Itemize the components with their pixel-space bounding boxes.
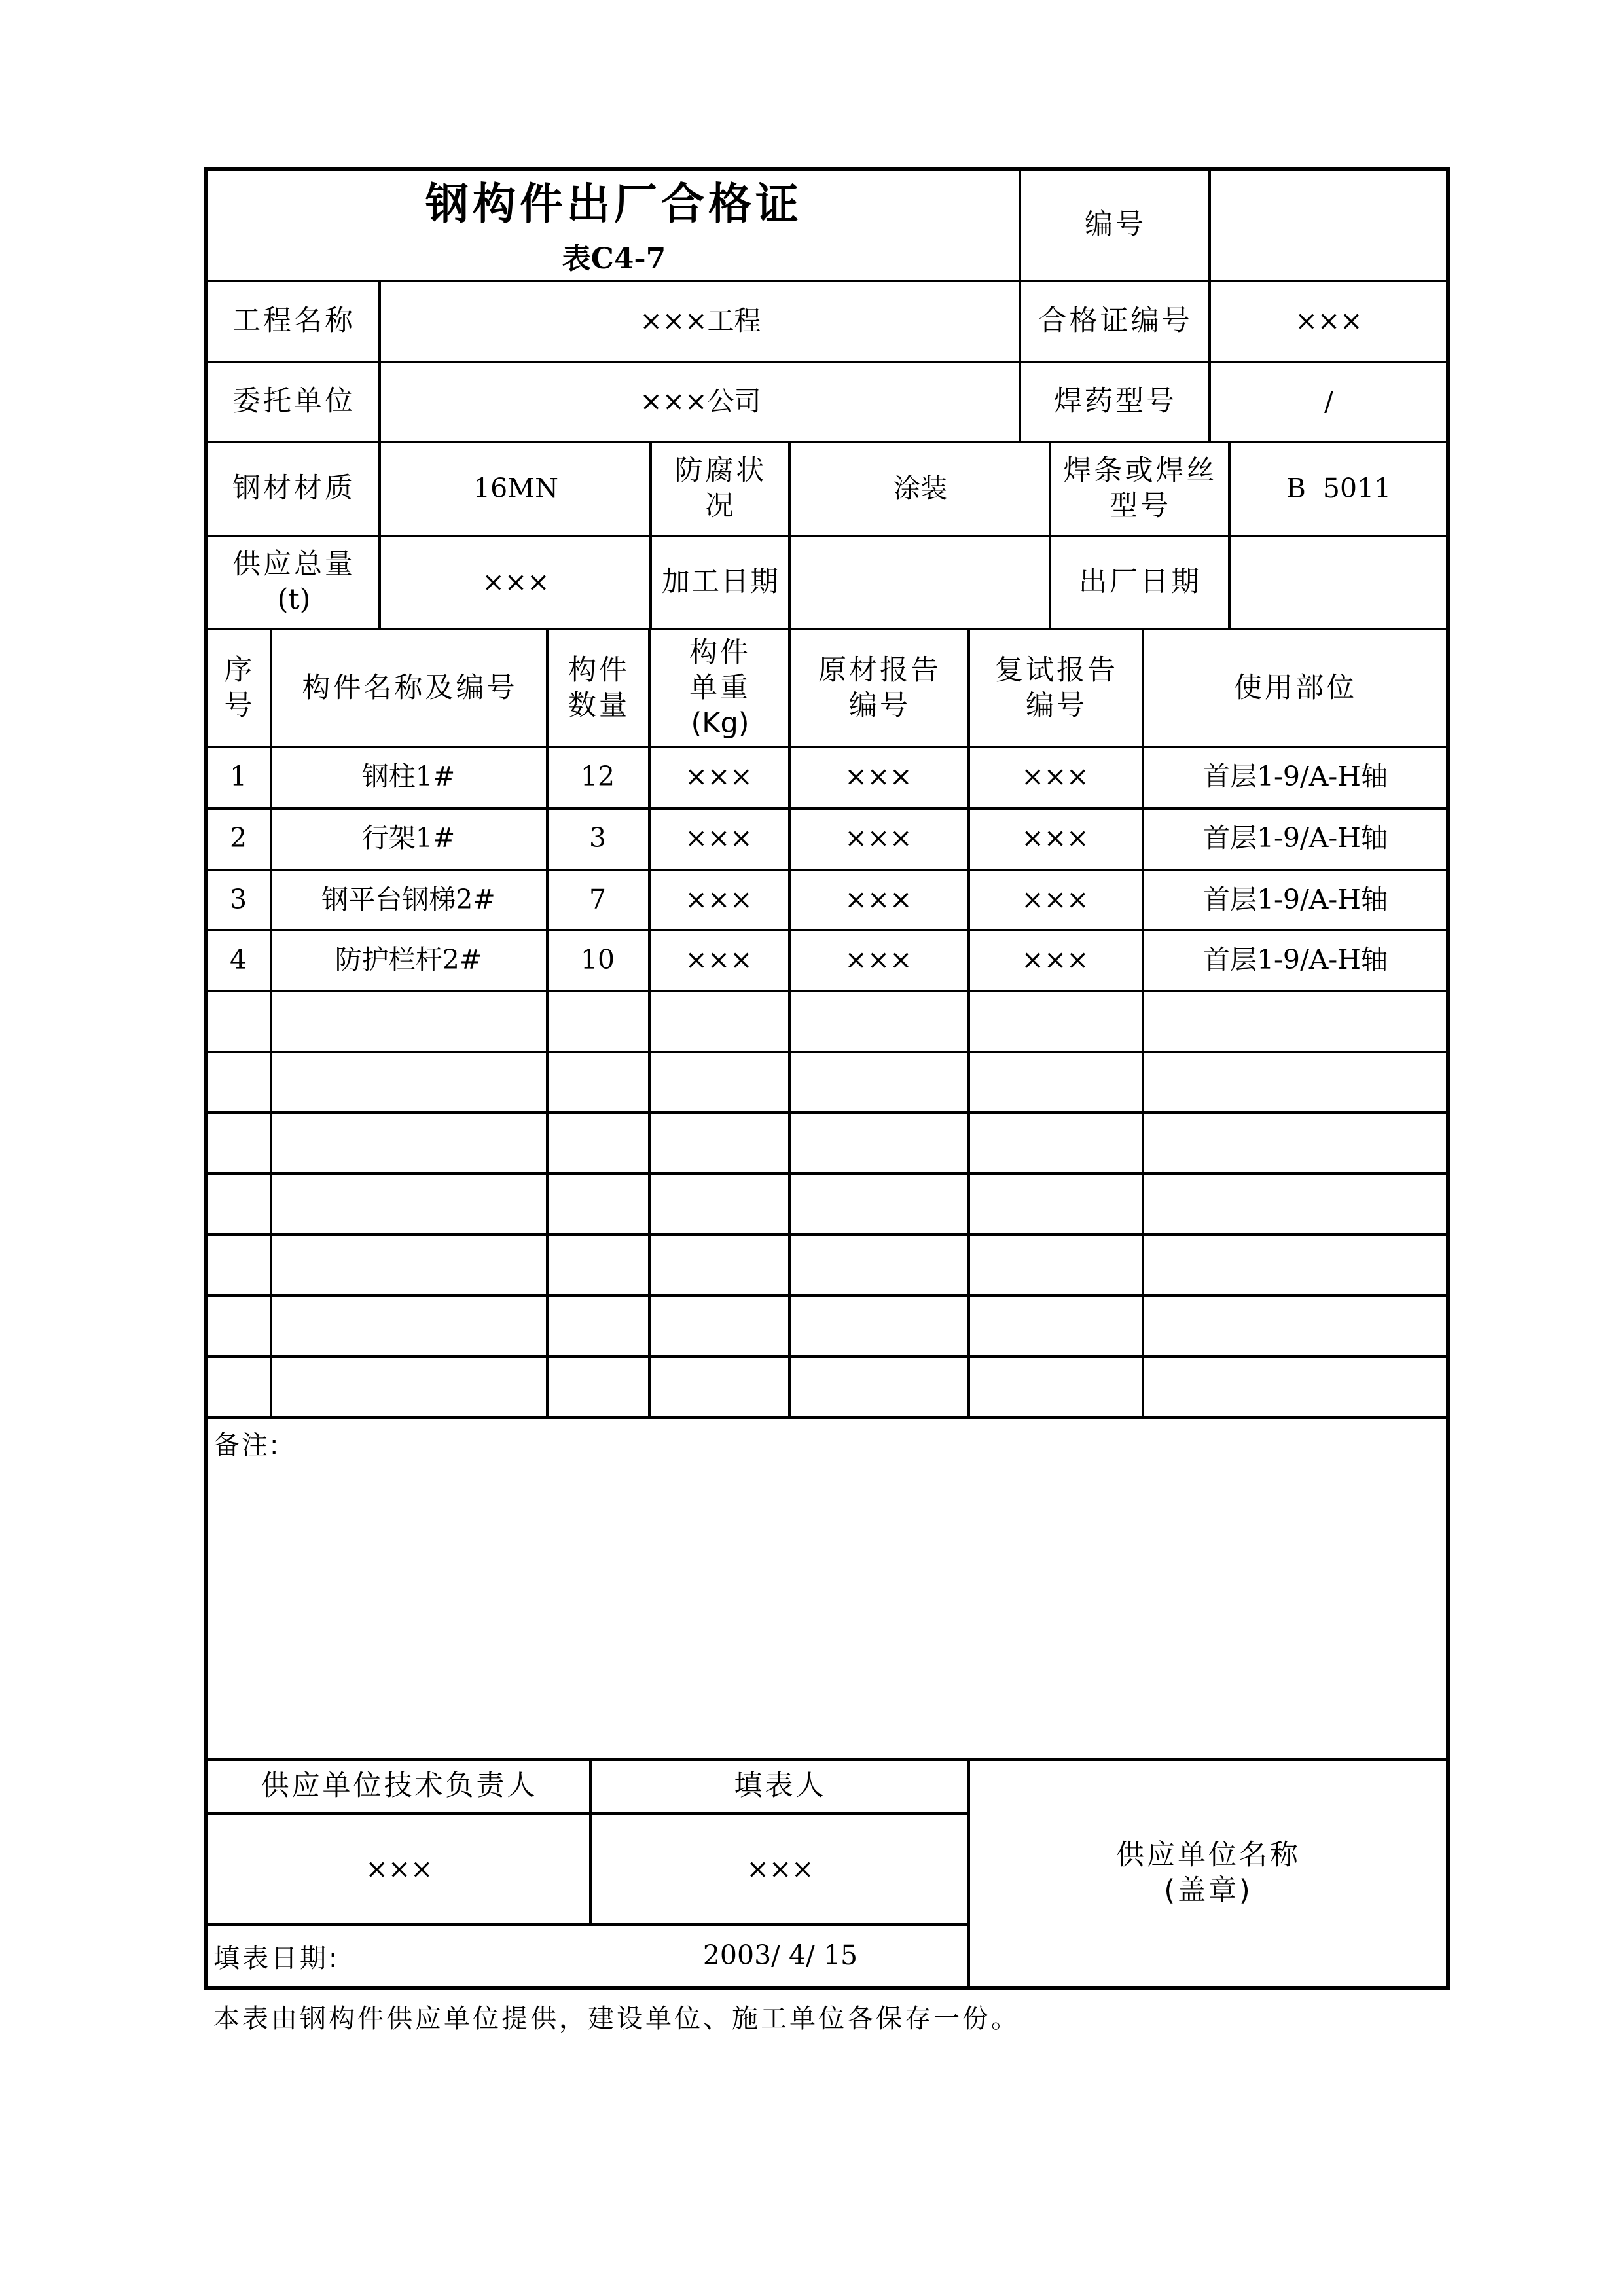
cell-location[interactable] [1144, 1052, 1447, 1112]
cell-weight[interactable]: ××× [685, 822, 753, 854]
rule-h-row2 [206, 869, 1448, 871]
rule-v-col-qty [648, 629, 651, 1417]
cell-raw-report[interactable] [791, 1356, 966, 1417]
col-header-qty-line1: 构件 [568, 654, 630, 687]
flux-type-value[interactable]: / [1324, 386, 1333, 418]
col-header-weight-line1: 构件 [689, 636, 751, 670]
cell-qty[interactable]: 10 [580, 944, 615, 976]
cell-no[interactable]: 2 [229, 822, 247, 854]
fill-date-label: 填表日期: [213, 1943, 340, 1974]
cell-name[interactable]: 防护栏杆2# [334, 944, 482, 976]
rule-v-col-retest [1142, 629, 1144, 1417]
cell-raw-report[interactable] [791, 1295, 966, 1356]
rule-h-row5 [206, 1051, 1448, 1053]
rule-v-info-mid1 [649, 442, 652, 629]
col-header-weight [651, 630, 789, 748]
cell-name[interactable] [272, 991, 545, 1051]
steel-grade-label: 钢材材质 [232, 472, 355, 505]
cell-name[interactable] [272, 1174, 545, 1234]
cell-retest-report[interactable]: ××× [1021, 884, 1089, 916]
cell-raw-report[interactable]: ××× [844, 884, 912, 916]
supplier-name-stamp [970, 1761, 1447, 1986]
cell-name[interactable]: 钢柱1# [361, 761, 456, 793]
rule-v-col-name [546, 629, 549, 1417]
rule-v-footer-2 [967, 1760, 970, 1987]
col-header-raw-report [791, 630, 969, 748]
cell-no[interactable] [208, 1356, 268, 1417]
cert-no-label: 合格证编号 [1038, 304, 1193, 338]
cell-retest-report[interactable] [970, 1356, 1140, 1417]
electrode-value[interactable]: B 5011 [1286, 473, 1392, 505]
cell-qty[interactable] [549, 1356, 647, 1417]
cell-raw-report[interactable]: ××× [844, 822, 912, 854]
remarks-area[interactable] [208, 1466, 1447, 1758]
col-header-no-line1: 序 [224, 654, 255, 687]
cell-name[interactable]: 钢平台钢梯2# [321, 884, 496, 916]
col-header-retest-report [970, 630, 1143, 748]
cell-qty[interactable]: 12 [580, 761, 615, 793]
supply-total-value[interactable]: ××× [482, 566, 550, 598]
form-note: 本表由钢构件供应单位提供，建设单位、施工单位各保存一份。 [213, 2004, 1020, 2034]
col-header-qty [549, 630, 649, 748]
rule-h-info2 [206, 441, 1448, 443]
cell-location[interactable] [1144, 991, 1447, 1051]
cell-location[interactable] [1144, 1295, 1447, 1356]
anticorrosion-label [652, 443, 789, 535]
rule-h-row4 [206, 990, 1448, 992]
cell-weight[interactable] [651, 1356, 787, 1417]
col-header-raw-report-line1: 原材报告 [818, 654, 941, 687]
rule-h-footer-labels [206, 1812, 969, 1815]
cell-weight[interactable] [651, 991, 787, 1051]
project-name-label: 工程名称 [232, 304, 355, 338]
rule-v-info-mid4 [1228, 442, 1231, 629]
cell-no[interactable] [208, 1235, 268, 1295]
cell-name[interactable] [272, 1052, 545, 1112]
cell-raw-report[interactable] [791, 1174, 966, 1234]
col-header-raw-report-line2: 编号 [849, 689, 911, 722]
cell-raw-report[interactable]: ××× [844, 944, 912, 976]
cell-weight[interactable] [651, 1295, 787, 1356]
tech-lead-value[interactable]: ××× [365, 1853, 433, 1885]
cell-retest-report[interactable] [970, 991, 1140, 1051]
cell-qty[interactable] [549, 991, 647, 1051]
filler-label: 填表人 [734, 1769, 827, 1803]
number-value[interactable] [1211, 170, 1447, 280]
cell-qty[interactable] [549, 1174, 647, 1234]
rule-v-info-mid3 [1049, 442, 1051, 629]
col-header-no [208, 630, 271, 748]
electrode-label [1051, 443, 1229, 535]
rule-v-col-weight [788, 629, 791, 1417]
cell-no[interactable]: 1 [229, 761, 247, 793]
supply-total-label [208, 537, 380, 628]
rule-h-header [206, 280, 1448, 282]
cell-qty[interactable] [549, 1235, 647, 1295]
steel-grade-value[interactable]: 16MN [473, 473, 559, 505]
delivery-date-label: 出厂日期 [1079, 566, 1202, 599]
client-value[interactable]: ×××公司 [640, 386, 761, 418]
rule-h-footer-values [206, 1923, 969, 1926]
cell-location[interactable] [1144, 1235, 1447, 1295]
supply-total-label-line2: (t) [277, 583, 311, 616]
col-header-location: 使用部位 [1234, 672, 1357, 705]
rule-h-row6 [206, 1111, 1448, 1114]
processing-date-label: 加工日期 [662, 566, 780, 599]
col-header-retest-report-line1: 复试报告 [995, 654, 1118, 687]
col-header-weight-line2: 单重 [689, 672, 751, 705]
cell-raw-report[interactable] [791, 1113, 966, 1173]
cell-location[interactable]: 首层1-9/A-H轴 [1202, 944, 1388, 976]
col-header-weight-line3: (Kg) [691, 706, 749, 740]
cell-retest-report[interactable]: ××× [1021, 822, 1089, 854]
cell-name[interactable] [272, 1113, 545, 1173]
processing-date-value[interactable] [791, 537, 1050, 628]
rule-h-row11 [206, 1416, 1448, 1419]
rule-v-info-label [378, 281, 381, 629]
form-title: 钢构件出厂合格证 [425, 179, 803, 230]
cell-name[interactable] [272, 1295, 545, 1356]
delivery-date-value[interactable] [1231, 537, 1447, 628]
cell-no[interactable] [208, 1052, 268, 1112]
cell-raw-report[interactable] [791, 1052, 966, 1112]
cell-location[interactable]: 首层1-9/A-H轴 [1202, 884, 1388, 916]
cell-raw-report[interactable] [791, 991, 966, 1051]
cell-weight[interactable]: ××× [685, 884, 753, 916]
cell-weight[interactable]: ××× [685, 944, 753, 976]
anticorrosion-label-line1: 防腐状 [674, 454, 767, 488]
rule-h-row3 [206, 929, 1448, 931]
rule-h-row9 [206, 1294, 1448, 1297]
filler-value[interactable]: ××× [746, 1853, 814, 1885]
cell-no[interactable] [208, 1113, 268, 1173]
cell-qty[interactable] [549, 1113, 647, 1173]
electrode-label-line1: 焊条或焊丝 [1063, 454, 1218, 488]
cell-weight[interactable] [651, 1113, 787, 1173]
rule-v-col-no [270, 629, 272, 1417]
rule-h-info1 [206, 361, 1448, 363]
cell-weight[interactable]: ××× [685, 761, 753, 793]
supply-total-label-line1: 供应总量 [232, 548, 355, 581]
cell-retest-report[interactable]: ××× [1021, 944, 1089, 976]
cell-retest-report[interactable] [970, 1235, 1140, 1295]
cell-location[interactable]: 首层1-9/A-H轴 [1202, 822, 1388, 854]
remarks-label: 备注: [213, 1430, 281, 1460]
col-header-retest-report-line2: 编号 [1026, 689, 1087, 722]
cell-no[interactable]: 4 [229, 944, 247, 976]
rule-h-row7 [206, 1172, 1448, 1175]
cell-name[interactable]: 行架1# [361, 822, 456, 854]
cell-no[interactable] [208, 1295, 268, 1356]
client-label: 委托单位 [232, 385, 355, 418]
cell-retest-report[interactable] [970, 1295, 1140, 1356]
rule-h-table-header [206, 746, 1448, 748]
cell-no[interactable]: 3 [229, 884, 247, 916]
cell-weight[interactable] [651, 1235, 787, 1295]
supplier-stamp-label: (盖章) [1164, 1874, 1253, 1907]
cell-retest-report[interactable]: ××× [1021, 761, 1089, 793]
rule-h-row8 [206, 1233, 1448, 1236]
cell-qty[interactable]: 3 [588, 822, 607, 854]
rule-v-col-raw [967, 629, 970, 1417]
rule-h-remarks [206, 1758, 1448, 1761]
col-header-qty-line2: 数量 [568, 689, 630, 722]
cell-raw-report[interactable]: ××× [844, 761, 912, 793]
cell-retest-report[interactable] [970, 1052, 1140, 1112]
number-label: 编号 [1085, 208, 1146, 242]
cell-qty[interactable] [549, 1052, 647, 1112]
fill-date-value[interactable]: 2003/ 4/ 15 [702, 1940, 858, 1972]
form-code: 表C4-7 [562, 242, 666, 276]
cell-weight[interactable] [651, 1052, 787, 1112]
rule-v-footer-1 [589, 1760, 592, 1925]
cell-location[interactable]: 首层1-9/A-H轴 [1202, 761, 1388, 793]
cell-retest-report[interactable] [970, 1174, 1140, 1234]
cell-location[interactable] [1144, 1174, 1447, 1234]
project-name-value[interactable]: ×××工程 [640, 305, 761, 337]
rule-v-header-2 [1208, 169, 1211, 443]
cell-name[interactable] [272, 1356, 545, 1417]
supplier-name-label: 供应单位名称 [1116, 1839, 1301, 1872]
rule-h-row10 [206, 1355, 1448, 1358]
cell-location[interactable] [1144, 1113, 1447, 1173]
rule-v-header-1 [1019, 169, 1021, 443]
anticorrosion-label-line2: 况 [705, 490, 736, 522]
cell-weight[interactable] [651, 1174, 787, 1234]
rule-h-row1 [206, 807, 1448, 810]
cell-no[interactable] [208, 1174, 268, 1234]
cell-name[interactable] [272, 1235, 545, 1295]
cell-raw-report[interactable] [791, 1235, 966, 1295]
col-header-name: 构件名称及编号 [302, 672, 518, 705]
cert-no-value[interactable]: ××× [1295, 305, 1363, 337]
flux-type-label: 焊药型号 [1054, 385, 1177, 418]
cell-location[interactable] [1144, 1356, 1447, 1417]
rule-h-info3 [206, 535, 1448, 537]
cell-qty[interactable] [549, 1295, 647, 1356]
electrode-label-line2: 型号 [1110, 490, 1171, 522]
cell-no[interactable] [208, 991, 268, 1051]
cell-qty[interactable]: 7 [588, 884, 607, 916]
anticorrosion-value[interactable]: 涂装 [893, 473, 947, 505]
cell-retest-report[interactable] [970, 1113, 1140, 1173]
rule-h-info4 [206, 628, 1448, 630]
col-header-no-line2: 号 [224, 689, 255, 722]
rule-v-info-mid2 [788, 442, 791, 629]
tech-lead-label: 供应单位技术负责人 [261, 1769, 538, 1803]
